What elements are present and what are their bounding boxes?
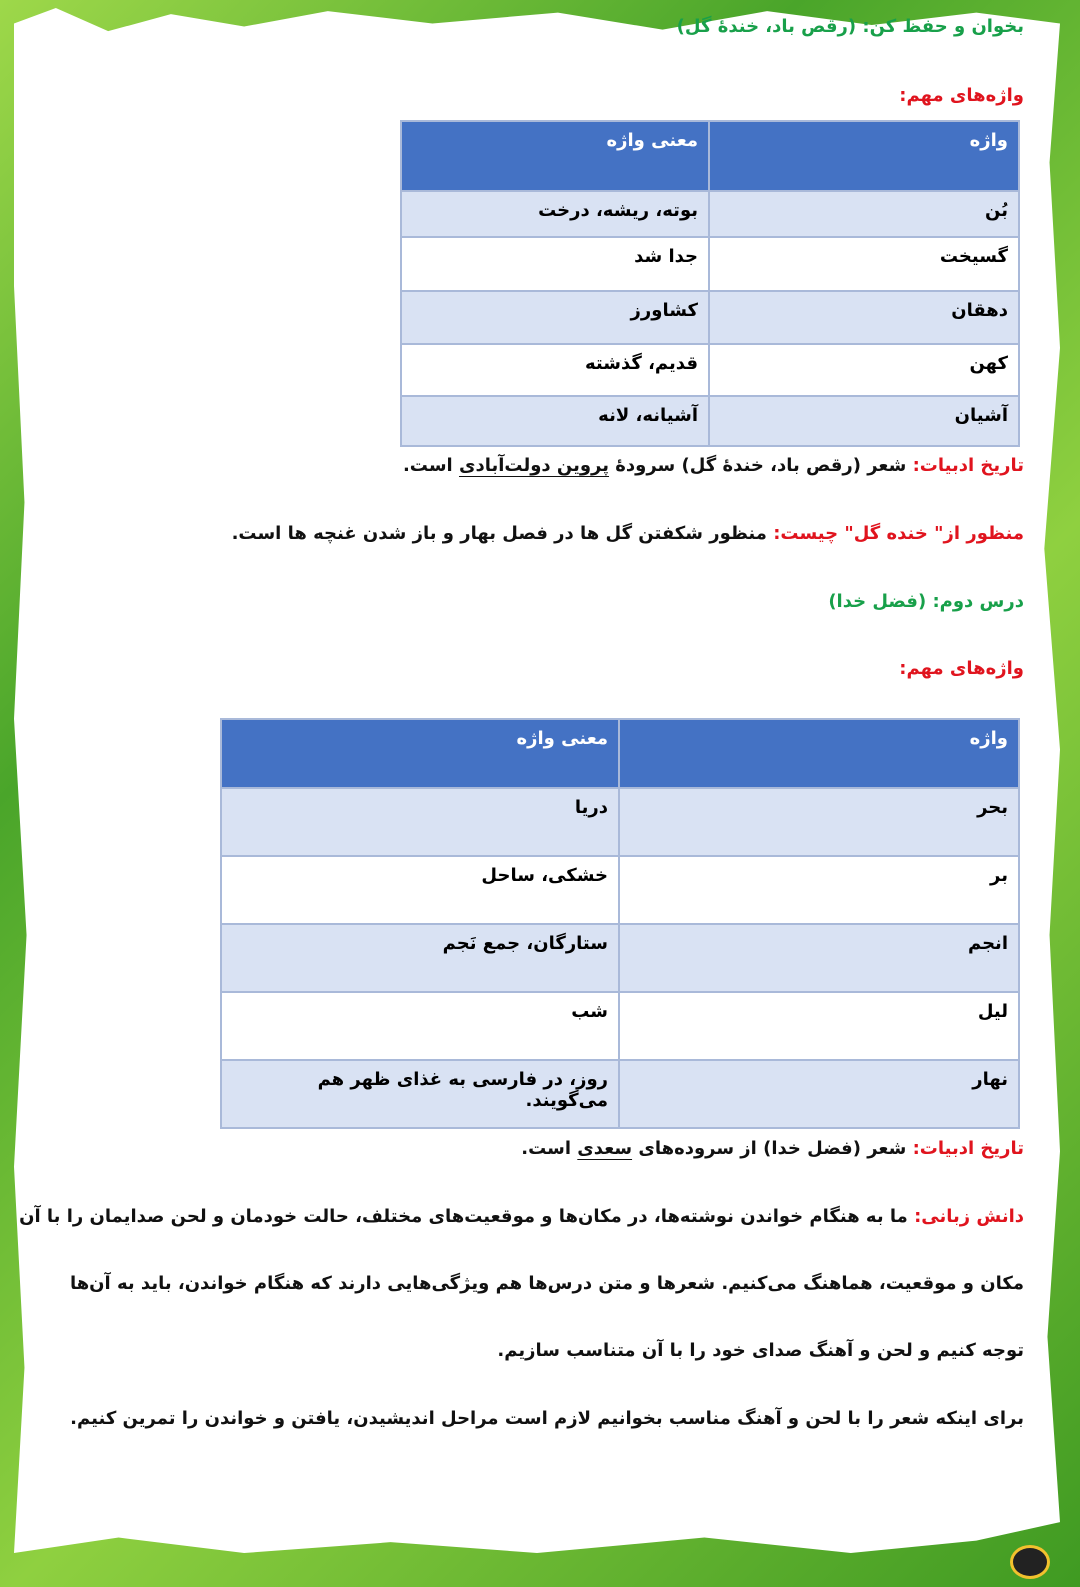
table-row: بُن بوته، ریشه، درخت (401, 191, 1019, 237)
table-row: انجم ستارگان، جمع نَجم (221, 924, 1019, 992)
lesson2-title: درس دوم: (فضل خدا) (828, 591, 1024, 612)
column-header: واژه (619, 719, 1019, 788)
knowledge-line-1: دانش زبانی: ما به هنگام خواندن نوشته‌ها، در مکان‌ها و موقعیت‌های مختلف، حالت خودمان و لحن صدایمان را با آن (19, 1206, 1024, 1227)
section1-heading: واژه‌های مهم: (899, 85, 1024, 106)
literary-history-2: تاریخ ادبیات: شعر (فضل خدا) از سروده‌های سعدی است. (521, 1138, 1024, 1159)
knowledge-line-2: مکان و موقعیت، هماهنگ می‌کنیم. شعرها و متن درس‌ها هم ویژگی‌هایی دارند که هنگام خواندن، باید به آن‌ها (69, 1273, 1024, 1294)
bug-mascot-icon (1010, 1545, 1050, 1579)
table-row: گسیخت جدا شد (401, 237, 1019, 291)
section2-heading: واژه‌های مهم: (899, 658, 1024, 679)
table-row: بحر دریا (221, 788, 1019, 856)
literary-history-1: تاریخ ادبیات: شعر (رقص باد، خندهٔ گل) سرودهٔ پروین دولت‌آبادی است. (402, 455, 1024, 476)
column-header: معنی واژه (401, 121, 709, 191)
table-row: نهار روز، در فارسی به غذای ظهر هم می‌گویند. (221, 1060, 1019, 1128)
table-row: دهقان کشاورز (401, 291, 1019, 344)
table-row: بر خشکی، ساحل (221, 856, 1019, 924)
vocab-table-1 (400, 120, 1020, 447)
table-row: لیل شب (221, 992, 1019, 1060)
vocab-table-2 (220, 718, 1020, 1129)
table-row: آشیان آشیانه، لانه (401, 396, 1019, 446)
question-1: منظور از" خنده گل" چیست: منظور شکفتن گل ها در فصل بهار و باز شدن غنچه ها است. (231, 523, 1024, 544)
column-header: واژه (709, 121, 1019, 191)
knowledge-line-3: توجه کنیم و لحن و آهنگ صدای خود را با آن متناسب سازیم. (497, 1340, 1024, 1361)
table-row: کهن قدیم، گذشته (401, 344, 1019, 396)
knowledge-line-4: برای اینکه شعر را با لحن و آهنگ مناسب بخوانیم لازم است مراحل اندیشیدن، یافتن و خواندن را تمرین کنیم. (70, 1408, 1024, 1429)
column-header: معنی واژه (221, 719, 619, 788)
poem-title: بخوان و حفظ کن: (رقص باد، خندهٔ گل) (676, 16, 1024, 37)
